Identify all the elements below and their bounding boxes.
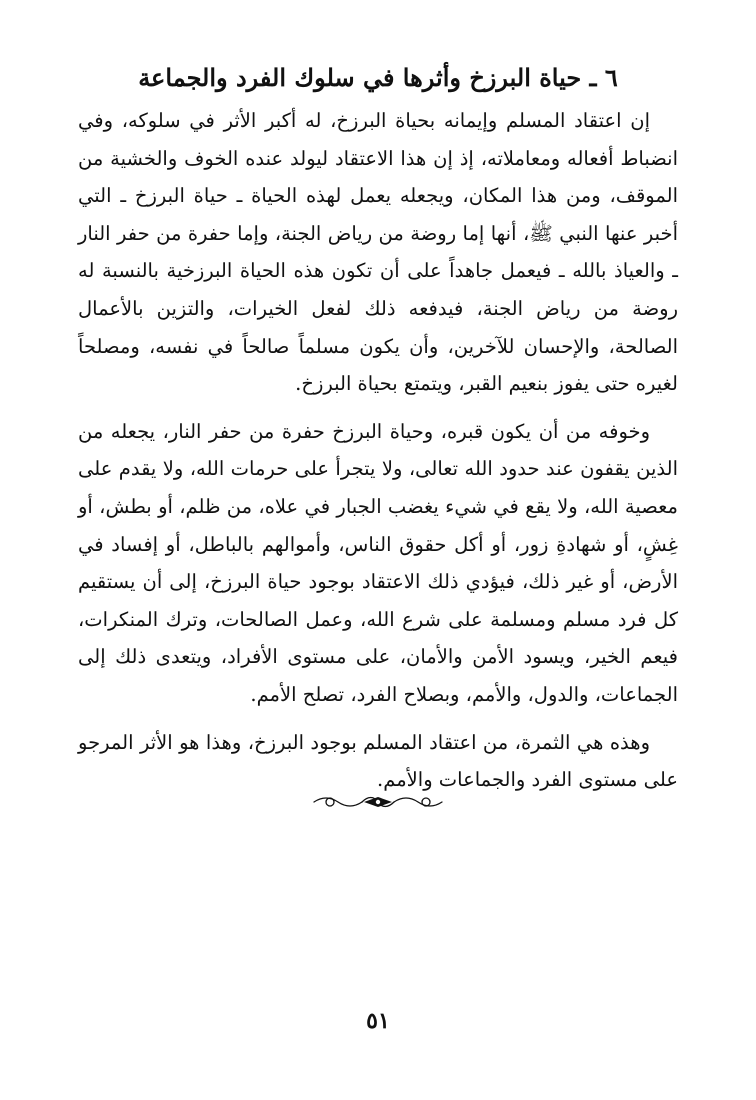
page-body	[78, 58, 678, 809]
page-number: ٥١	[366, 1008, 390, 1034]
paragraph-3: وهذه هي الثمرة، من اعتقاد المسلم بوجود البرزخ، وهذا هو الأثر المرجو على مستوى الفرد والجماعات والأمم.	[78, 730, 678, 792]
paragraph-2: وخوفه من أن يكون قبره، وحياة البرزخ حفرة من حفر النار، يجعله من الذين يقفون عند حدود الله تعالى، ولا يتجرأ على حرمات الله، ولا يقدم على معصية الله، ولا يقع في شيء يغضب الجبار في علاه، من ظلم، أو بطش، أو غِشٍ، أو شهادةِ زور، أو أكل حقوق الناس، وأموالهم بالباطل، أو إفساد في الأرض، أو غير ذلك، فيؤدي ذلك الاعتقاد بوجود حياة البرزخ، إلى أن يستقيم كل فرد مسلم ومسلمة على شرع الله، وعمل الصالحات، وترك المنكرات، فيعم الخير، ويسود الأمن والأمان، على مستوى الأفراد، ويتعدى ذلك إلى الجماعات، والدول، والأمم، وبصلاح الفرد، تصلح الأمم.	[78, 419, 678, 706]
ornament-divider-icon	[308, 790, 448, 814]
section-heading: ٦ ـ حياة البرزخ وأثرها في سلوك الفرد والجماعة	[138, 63, 618, 92]
paragraph-1: إن اعتقاد المسلم وإيمانه بحياة البرزخ، له أكبر الأثر في سلوكه، وفي انضباط أفعاله ومعاملاته، إذ إن هذا الاعتقاد ليولد عنده الخوف والخشية من الموقف، ومن هذا المكان، ويجعله يعمل لهذه الحياة ـ حياة البرزخ ـ التي أخبر عنها النبي ﷺ، أنها إما روضة من رياض الجنة، وإما حفرة من حفر النار ـ والعياذ بالله ـ فيعمل جاهداً على أن تكون هذه الحياة البرزخية بالنسبة له روضة من رياض الجنة، فيدفعه ذلك لفعل الخيرات، والتزين بالأعمال الصالحة، والإحسان للآخرين، وأن يكون مسلماً صالحاً في نفسه، ومصلحاً لغيره حتى يفوز بنعيم القبر، ويتمتع بحياة البرزخ.	[78, 109, 678, 396]
